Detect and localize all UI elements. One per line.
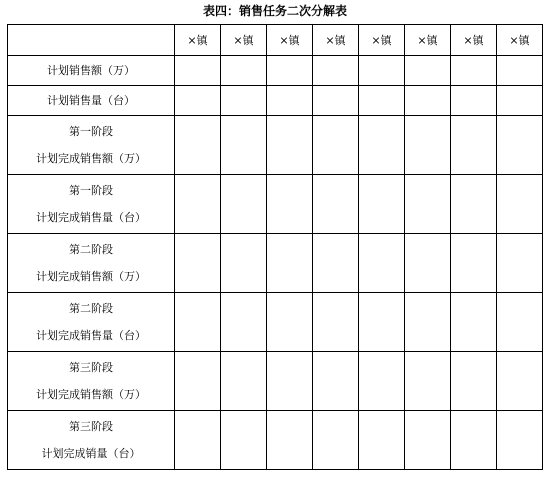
column-header-town: ×镇	[267, 25, 313, 56]
data-cell	[497, 293, 543, 352]
table-body	[8, 25, 543, 470]
data-cell	[175, 293, 221, 352]
data-cell	[405, 175, 451, 234]
column-header-town: ×镇	[221, 25, 267, 56]
data-cell	[221, 293, 267, 352]
data-cell	[451, 86, 497, 116]
data-cell	[221, 86, 267, 116]
data-cell	[359, 175, 405, 234]
row-label	[8, 116, 175, 175]
row-label-line: 第一阶段	[69, 184, 113, 197]
row-label	[8, 352, 175, 411]
table-row	[8, 352, 543, 411]
data-cell	[359, 411, 405, 470]
data-cell	[359, 56, 405, 86]
data-cell	[405, 411, 451, 470]
row-label	[8, 175, 175, 234]
row-label-line: 计划完成销售量（台）	[36, 211, 146, 224]
table-row	[8, 234, 543, 293]
data-cell	[175, 86, 221, 116]
sales-breakdown-table	[7, 24, 543, 470]
data-cell	[313, 56, 359, 86]
data-cell	[221, 411, 267, 470]
data-cell	[451, 352, 497, 411]
row-label-line: 计划完成销售额（万）	[36, 270, 146, 283]
data-cell	[497, 116, 543, 175]
data-cell	[313, 234, 359, 293]
data-cell	[175, 411, 221, 470]
data-cell	[267, 352, 313, 411]
column-header-town: ×镇	[405, 25, 451, 56]
data-cell	[451, 175, 497, 234]
data-cell	[221, 234, 267, 293]
data-cell	[451, 293, 497, 352]
data-cell	[175, 175, 221, 234]
row-label	[8, 411, 175, 470]
row-label	[8, 56, 175, 86]
row-label-line: 第三阶段	[69, 361, 113, 374]
data-cell	[313, 116, 359, 175]
table-row	[8, 293, 543, 352]
table-row	[8, 175, 543, 234]
data-cell	[175, 116, 221, 175]
data-cell	[221, 175, 267, 234]
data-cell	[267, 86, 313, 116]
data-cell	[359, 293, 405, 352]
data-cell	[313, 293, 359, 352]
data-cell	[405, 116, 451, 175]
data-cell	[221, 352, 267, 411]
row-label-line: 计划销售额（万）	[47, 64, 135, 77]
column-header-town: ×镇	[175, 25, 221, 56]
row-label-line: 第二阶段	[69, 243, 113, 256]
row-label-line: 计划完成销售额（万）	[36, 152, 146, 165]
data-cell	[405, 86, 451, 116]
column-header-town: ×镇	[313, 25, 359, 56]
table-row	[8, 56, 543, 86]
data-cell	[221, 56, 267, 86]
data-cell	[497, 86, 543, 116]
data-cell	[313, 86, 359, 116]
data-cell	[405, 352, 451, 411]
row-label-line: 计划完成销售量（台）	[36, 329, 146, 342]
column-header-town: ×镇	[451, 25, 497, 56]
table-row	[8, 411, 543, 470]
data-cell	[267, 293, 313, 352]
data-cell	[313, 411, 359, 470]
data-cell	[451, 56, 497, 86]
data-cell	[175, 56, 221, 86]
data-cell	[451, 116, 497, 175]
row-label-line: 第一阶段	[69, 125, 113, 138]
table-row	[8, 116, 543, 175]
data-cell	[359, 234, 405, 293]
data-cell	[405, 234, 451, 293]
data-cell	[497, 352, 543, 411]
data-cell	[359, 352, 405, 411]
data-cell	[175, 352, 221, 411]
data-cell	[267, 175, 313, 234]
data-cell	[405, 56, 451, 86]
data-cell	[267, 116, 313, 175]
data-cell	[359, 116, 405, 175]
row-label-line: 计划完成销量（台）	[41, 447, 141, 460]
data-cell	[497, 56, 543, 86]
row-label-line: 计划销售量（台）	[47, 94, 135, 107]
data-cell	[175, 234, 221, 293]
data-cell	[451, 234, 497, 293]
column-header-town: ×镇	[497, 25, 543, 56]
data-cell	[267, 234, 313, 293]
row-label-line: 计划完成销售额（万）	[36, 388, 146, 401]
data-cell	[313, 352, 359, 411]
data-cell	[405, 293, 451, 352]
row-label	[8, 293, 175, 352]
data-cell	[451, 411, 497, 470]
row-label-line: 第二阶段	[69, 302, 113, 315]
data-cell	[497, 411, 543, 470]
table-row	[8, 86, 543, 116]
data-cell	[267, 411, 313, 470]
data-cell	[221, 116, 267, 175]
row-label-line: 第三阶段	[69, 420, 113, 433]
row-label	[8, 234, 175, 293]
data-cell	[267, 56, 313, 86]
column-header-town: ×镇	[359, 25, 405, 56]
data-cell	[313, 175, 359, 234]
data-cell	[359, 86, 405, 116]
header-row	[8, 25, 543, 56]
row-label	[8, 86, 175, 116]
data-cell	[497, 175, 543, 234]
data-cell	[497, 234, 543, 293]
table-title: 表四：销售任务二次分解表	[202, 4, 347, 18]
corner-cell	[8, 25, 175, 56]
